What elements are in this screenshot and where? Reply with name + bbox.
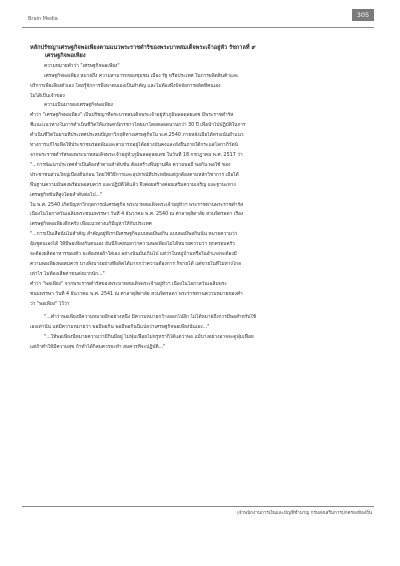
body-line: เศรษฐกิจขั้นที่สูงโดยลำดับต่อไป..."	[30, 192, 103, 198]
footer-divider	[22, 506, 374, 507]
body-line: อุ้มชูตนเองได้ ให้มีพอเพียงกับตนเอง อันนี้ก็เคยบอกว่าความพอเพียงไม่ได้หมายความว่า ทุกครอบครัว	[30, 242, 235, 248]
footer-text: เจ้าพนักงานการเงินและบัญชีชำนาญ กรมส่งเสริมการปกครองท้องถิ่น	[237, 511, 372, 516]
brand-label: Brain Media	[28, 16, 58, 22]
body-line: ประชาชนส่วนใหญ่เบื้องต้นก่อน โดยใช้วิธีการและอุปกรณ์ที่ประหยัดแต่ถูกต้องตามหลักวิชาการ เมื่อได้	[30, 172, 239, 178]
body-line: ใน พ.ศ. 2540 เกิดปัญหาวิกฤตการณ์เศรษฐกิจ พระบาทสมเด็จพระเจ้าอยู่หัวฯ พระราชทานพระราชดำรัส	[30, 202, 244, 208]
body-line: ความหมายคำว่า "เศรษฐกิจพอเพียง"	[44, 63, 120, 69]
body-line: แต่ถ้าทำให้มีความสุข ถ้าทำได้ก็สมควรจะทำ สมควรที่จะปฏิบัติ..."	[30, 345, 166, 351]
body-line: เศรษฐกิจพอเพียงอีกครั้ง เพื่อแนวทางแก้ปัญหาให้กับประเทศ	[30, 222, 152, 228]
body-line: ความพอเพียงพอสมควร บางสิ่งบางอย่างที่ผลิตได้มากกว่าความต้องการ ก็ขายได้ แต่ขายในที่ไม่ห่างไกล	[30, 261, 241, 267]
body-text	[30, 63, 370, 352]
body-line: คำว่า "พอเพียง" จากพระราชดำรัสของพระบาทสมเด็จพระเจ้าอยู่หัวฯ เนื่องในโอกาสวันเฉลิมพระ	[30, 281, 227, 287]
body-line: "...คำว่าพอเพียงมีความหมายอีกอย่างหนึ่ง มีความหมายกว้างออกไปอีก ไม่ได้หมายถึงการมีพอสำหรับใช้	[44, 315, 257, 321]
body-line: ทางการแก้ไขเพื่อให้ประชาชนรอดพ้นและสามารถอยู่ได้อย่างมั่นคงและยั่งยืนภายใต้กระแสโลกาภิวัตน์	[30, 143, 238, 149]
body-line: ไม่ได้เป็นเจ้าของ	[30, 93, 65, 99]
body-line: ความเป็นมาของเศรษฐกิจพอเพียง	[44, 103, 113, 109]
page-number-badge: 305	[352, 9, 374, 21]
body-line: "...ให้พอเพียงนี้หมายความว่ามีกินมีอยู่ ไม่ฟุ่มเฟือยไม่หรูหราก็ได้แต่ว่าพอ แม้บางอย่างอาจจะดูฟุ่มเฟือย	[44, 335, 254, 341]
body-line: "...การพัฒนาประเทศจำเป็นต้องทำตามลำดับขั้น ต้องสร้างพื้นฐานคือ ความพอมี พอกิน พอใช้ ของ	[30, 162, 231, 168]
body-line: ชนมพรรษา วันที่ 4 ธันวาคม พ.ศ. 2541 ณ ศาลาดุสิดาลัย สวนจิตรลดา พระราชทานความหมายของคำ	[30, 291, 243, 297]
header-divider	[22, 27, 374, 28]
body-line: เท่าไร ไม่ต้องเสียค่าขนส่งมากนัก..."	[30, 271, 105, 277]
heading-line-1: หลักปรัชญาเศรษฐกิจพอเพียงตามแนวพระราชดำริของพระบาทสมเด็จพระเจ้าอยู่หัว รัชกาลที่ ๙	[30, 45, 256, 51]
body-line: บริการเพื่อเลี้ยงตัวเอง โดยรู้จักการพึ่งพาตนเองเป็นสำคัญ และไม่ต้องพึ่งปัจจัยการผลิตที่คนเอง	[30, 83, 221, 89]
body-line: เองเท่านั้น แต่มีความหมายว่า พอมีพอกิน พอมีพอกินนี้แปลว่าเศรษฐกิจพอเพียงนั้นเอง..."	[30, 325, 210, 331]
body-line: "...การเป็นเสือนั้นไม่สำคัญ สำคัญอยู่ที่เรามีเศรษฐกิจแบบพอมีพอกิน แบบพอมีพอกินนั้น หมายความว่า	[30, 232, 238, 238]
body-line: จากพระราชดำรัสของพระบาทสมเด็จพระเจ้าอยู่หัวภูมิพลอดุลยเดช ในวันที่ 18 กรกฎาคม พ.ศ. 2517 ว่า	[30, 152, 243, 158]
body-line: เนื่องในโอกาสวันเฉลิมพระชนมพรรษา วันที่ 4 ธันวาคม พ.ศ. 2540 ณ ศาลาดุสิดาลัย สวนจิตรลดา เรื่อง	[30, 212, 244, 218]
body-line: ชี้แนะแนวทางในการดำเนินชีวิตให้แก่พสกนิกรชาวไทยมาโดยตลอดนานกว่า 30 ปี เพื่อนำไปปฏิบัติในการ	[30, 123, 246, 129]
body-line: เศรษฐกิจพอเพียง หมายถึง ความสามารถของชุมชน เมือง รัฐ หรือประเทศ ในการผลิตสินค้าและ	[44, 73, 239, 79]
body-line: พื้นฐานความมั่นคงพร้อมพอสมควร และปฏิบัติได้แล้ว จึงค่อยสร้างค่อยเสริมความเจริญ และฐานะทาง	[30, 182, 236, 188]
body-line: จะต้องผลิตอาหารของตัว จะต้องทอผ้าใส่เอง อย่างนั้นมันเกินไป แต่ว่าในหมู่บ้านหรือในอำเภอจะต้องมี	[30, 252, 237, 258]
heading-line-2: เศรษฐกิจพอเพียง	[45, 53, 86, 60]
body-line: ดำเนินชีวิตในยามที่ประเทศประสบปัญหาวิกฤติทางเศรษฐกิจใน พ.ศ.2540 ภายหลังเมื่อได้ทรงเน้นย้ำแนว	[30, 133, 244, 139]
section-heading	[30, 44, 370, 61]
body-line: คำว่า "เศรษฐกิจพอเพียง" เป็นปรัชญาที่พระบาทสมเด็จพระเจ้าอยู่หัวภูมิพลอดุลยเดช มีพระราชดำรัส	[30, 113, 234, 119]
page-content	[30, 44, 370, 352]
body-line: ว่า "พอเพียง" ไว้ว่า	[30, 301, 70, 307]
